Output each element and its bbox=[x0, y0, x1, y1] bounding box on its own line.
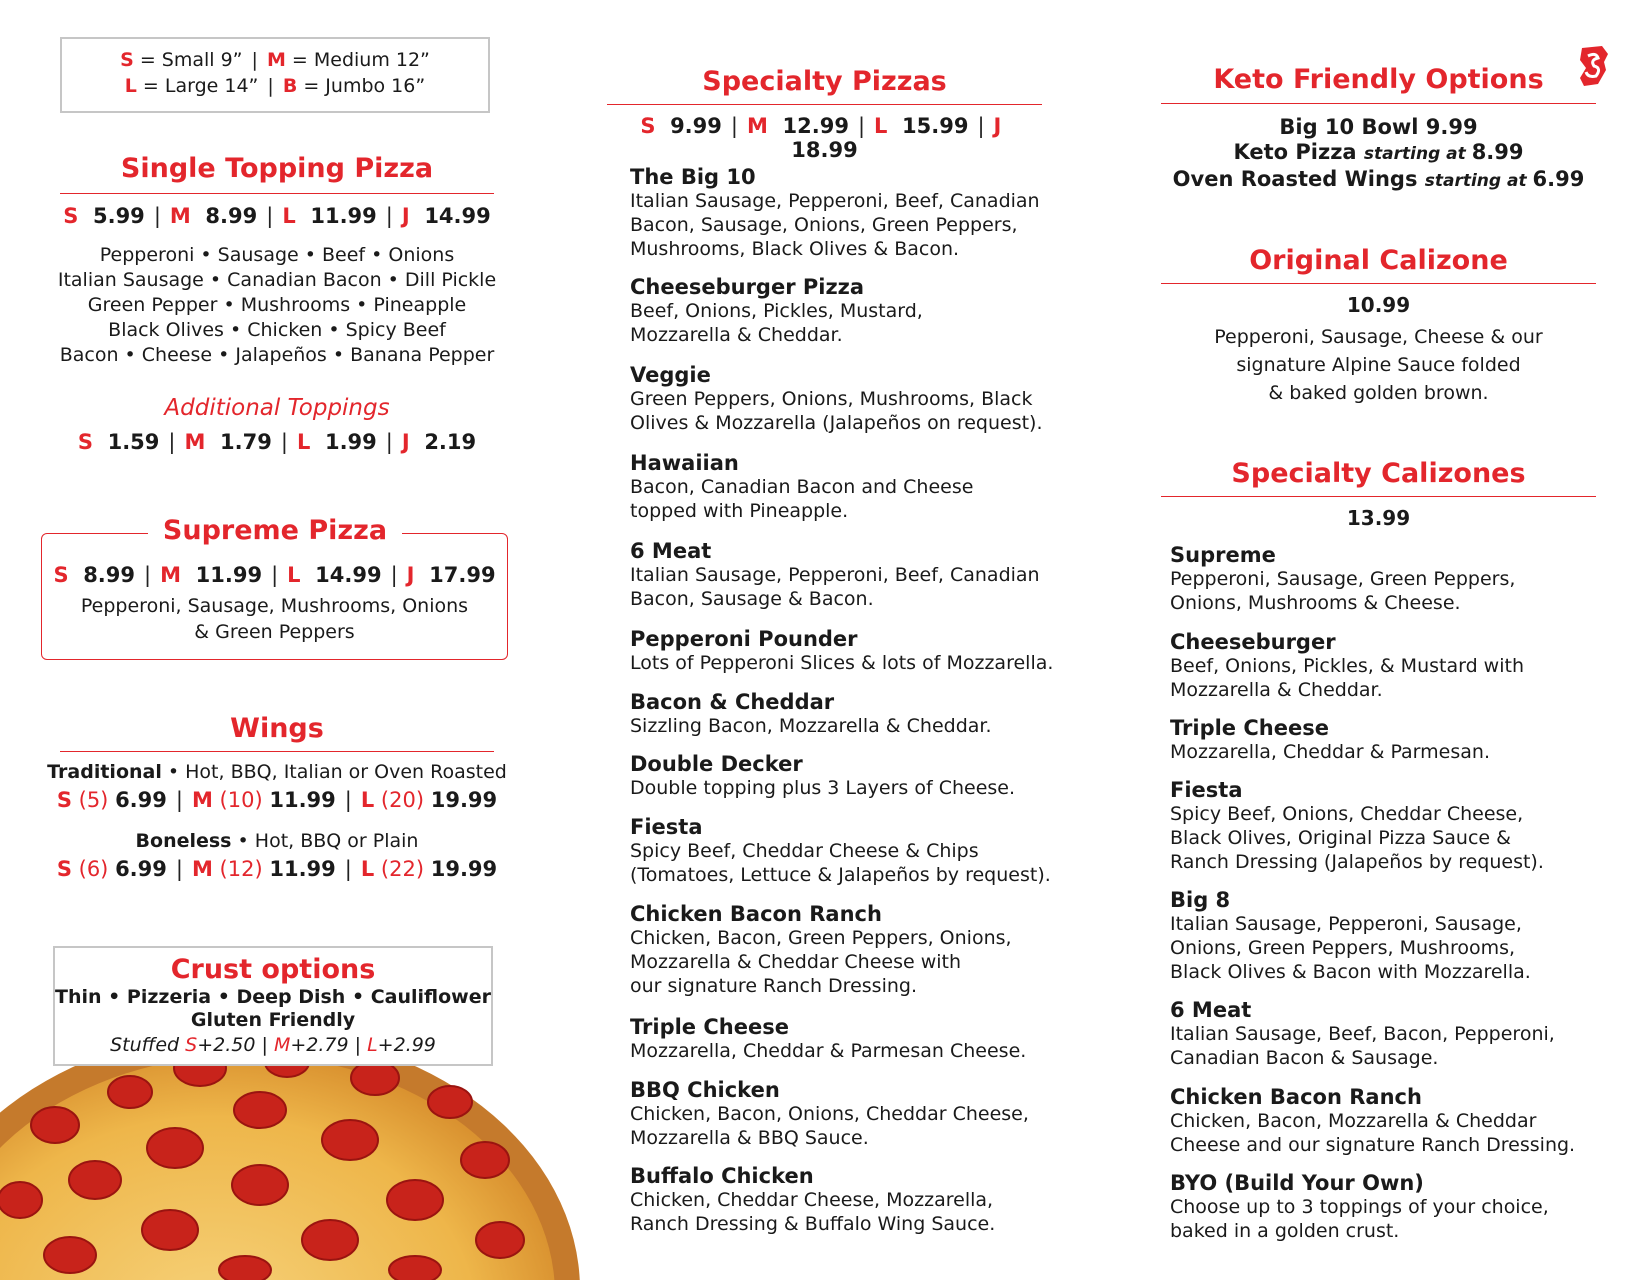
crust-options-box bbox=[53, 946, 493, 1066]
list-item: 6 Meat Italian Sausage, Beef, Bacon, Pepperoni, Canadian Bacon & Sausage. bbox=[1170, 998, 1555, 1069]
supreme-prices: S 8.99 | M 11.99 | L 14.99 | J 17.99 bbox=[53, 563, 496, 587]
list-item: Veggie Green Peppers, Onions, Mushrooms, Black Olives & Mozzarella (Jalapeños on request). bbox=[630, 363, 1043, 434]
pepperoni-pizza-image bbox=[0, 1030, 585, 1280]
single-topping-title: Single Topping Pizza bbox=[120, 153, 434, 184]
divider bbox=[60, 751, 494, 752]
divider bbox=[1161, 283, 1596, 284]
specialty-pizzas-title: Specialty Pizzas bbox=[702, 66, 947, 97]
single-topping-toppings: Pepperoni • Sausage • Beef • Onions Italian Sausage • Canadian Bacon • Dill Pickle Green Pepper • Mushrooms • Pineapple Black Olives • Chicken • Spicy Beef Bacon • Cheese • Jalapeños • Banana Pepper bbox=[57, 244, 497, 366]
supreme-title: Supreme Pizza bbox=[148, 515, 402, 546]
calizone-desc: Pepperoni, Sausage, Cheese & our signature Alpine Sauce folded & baked golden brown. bbox=[1214, 326, 1543, 404]
wings-title: Wings bbox=[230, 713, 324, 744]
specialty-pizzas-prices: S 9.99 | M 12.99 | L 15.99 | J 18.99 bbox=[640, 114, 1002, 162]
calizone-price: 10.99 bbox=[1346, 293, 1411, 317]
specialty-calizones-price: 13.99 bbox=[1346, 506, 1411, 530]
list-item: BBQ Chicken Chicken, Bacon, Onions, Cheddar Cheese, Mozzarella & BBQ Sauce. bbox=[630, 1078, 1029, 1149]
list-item: Chicken Bacon Ranch Chicken, Bacon, Mozzarella & Cheddar Cheese and our signature Ranch Dressing. bbox=[1170, 1085, 1576, 1156]
keto-row-2: Keto Pizza starting at 8.99 bbox=[1233, 140, 1524, 164]
single-topping-prices: S 5.99 | M 8.99 | L 11.99 | J 14.99 bbox=[63, 204, 491, 228]
list-item: Hawaiian Bacon, Canadian Bacon and Cheese topped with Pineapple. bbox=[630, 451, 974, 522]
list-item: Supreme Pepperoni, Sausage, Green Peppers, Onions, Mushrooms & Cheese. bbox=[1170, 543, 1516, 614]
crust-line-1: Thin • Pizzeria • Deep Dish • Cauliflower bbox=[55, 986, 491, 1008]
wings-traditional: Traditional • Hot, BBQ, Italian or Oven Roasted bbox=[47, 761, 507, 783]
divider bbox=[1161, 103, 1596, 104]
wings-traditional-prices: S (5) 6.99 | M (10) 11.99 | L (20) 19.99 bbox=[56, 788, 498, 812]
wings-boneless: Boneless • Hot, BBQ or Plain bbox=[135, 830, 419, 852]
supreme-desc: Pepperoni, Sausage, Mushrooms, Onions & Green Peppers bbox=[80, 595, 469, 643]
list-item: Triple Cheese Mozzarella, Cheddar & Parmesan. bbox=[1170, 716, 1490, 763]
divider bbox=[607, 104, 1042, 105]
keto-title: Keto Friendly Options bbox=[1213, 64, 1544, 95]
calizone-title: Original Calizone bbox=[1249, 245, 1508, 276]
divider bbox=[1161, 496, 1596, 497]
wings-boneless-prices: S (6) 6.99 | M (12) 11.99 | L (22) 19.99 bbox=[56, 857, 498, 881]
list-item: Bacon & Cheddar Sizzling Bacon, Mozzarella & Cheddar. bbox=[630, 690, 992, 737]
list-item: Big 8 Italian Sausage, Pepperoni, Sausage, Onions, Green Peppers, Mushrooms, Black Olives & Bacon with Mozzarella. bbox=[1170, 888, 1531, 983]
list-item: The Big 10 Italian Sausage, Pepperoni, Beef, Canadian Bacon, Sausage, Onions, Green Peppers, Mushrooms, Black Olives & Bacon. bbox=[630, 165, 1040, 260]
list-item: Fiesta Spicy Beef, Onions, Cheddar Cheese, Black Olives, Original Pizza Sauce & Ranch Dressing (Jalapeños by request). bbox=[1170, 778, 1544, 873]
list-item: Buffalo Chicken Chicken, Cheddar Cheese, Mozzarella, Ranch Dressing & Buffalo Wing Sauce. bbox=[630, 1164, 996, 1235]
divider bbox=[60, 193, 494, 194]
list-item: Cheeseburger Beef, Onions, Pickles, & Mustard with Mozzarella & Cheddar. bbox=[1170, 630, 1524, 701]
list-item: Fiesta Spicy Beef, Cheddar Cheese & Chips (Tomatoes, Lettuce & Jalapeños by request). bbox=[630, 815, 1051, 886]
size-legend-box bbox=[60, 37, 490, 113]
list-item: 6 Meat Italian Sausage, Pepperoni, Beef, Canadian Bacon, Sausage & Bacon. bbox=[630, 539, 1040, 610]
additional-toppings-prices: S 1.59 | M 1.79 | L 1.99 | J 2.19 bbox=[77, 430, 477, 454]
legend-line-2: L = Large 14” | B = Jumbo 16” bbox=[124, 75, 426, 97]
keto-row-1: Big 10 Bowl 9.99 bbox=[1279, 115, 1478, 139]
legend-line-1: S = Small 9” | M = Medium 12” bbox=[120, 49, 430, 71]
keto-row-3: Oven Roasted Wings starting at 6.99 bbox=[1172, 167, 1585, 191]
crust-title: Crust options bbox=[170, 954, 376, 985]
keto-list bbox=[1161, 115, 1596, 194]
list-item: Triple Cheese Mozzarella, Cheddar & Parmesan Cheese. bbox=[630, 1015, 1027, 1062]
crust-stuffed: Stuffed S+2.50 | M+2.79 | L+2.99 bbox=[110, 1034, 436, 1056]
list-item: Double Decker Double topping plus 3 Layers of Cheese. bbox=[630, 752, 1016, 799]
crust-line-2: Gluten Friendly bbox=[190, 1009, 356, 1031]
list-item: Chicken Bacon Ranch Chicken, Bacon, Green Peppers, Onions, Mozzarella & Cheddar Cheese with our signature Ranch Dressing. bbox=[630, 902, 1012, 997]
specialty-calizones-title: Specialty Calizones bbox=[1231, 458, 1526, 489]
list-item: BYO (Build Your Own) Choose up to 3 toppings of your choice, baked in a golden crust. bbox=[1170, 1171, 1549, 1242]
additional-toppings-title: Additional Toppings bbox=[164, 395, 390, 421]
list-item: Pepperoni Pounder Lots of Pepperoni Slices & lots of Mozzarella. bbox=[630, 627, 1054, 674]
list-item: Cheeseburger Pizza Beef, Onions, Pickles, Mustard, Mozzarella & Cheddar. bbox=[630, 275, 923, 346]
